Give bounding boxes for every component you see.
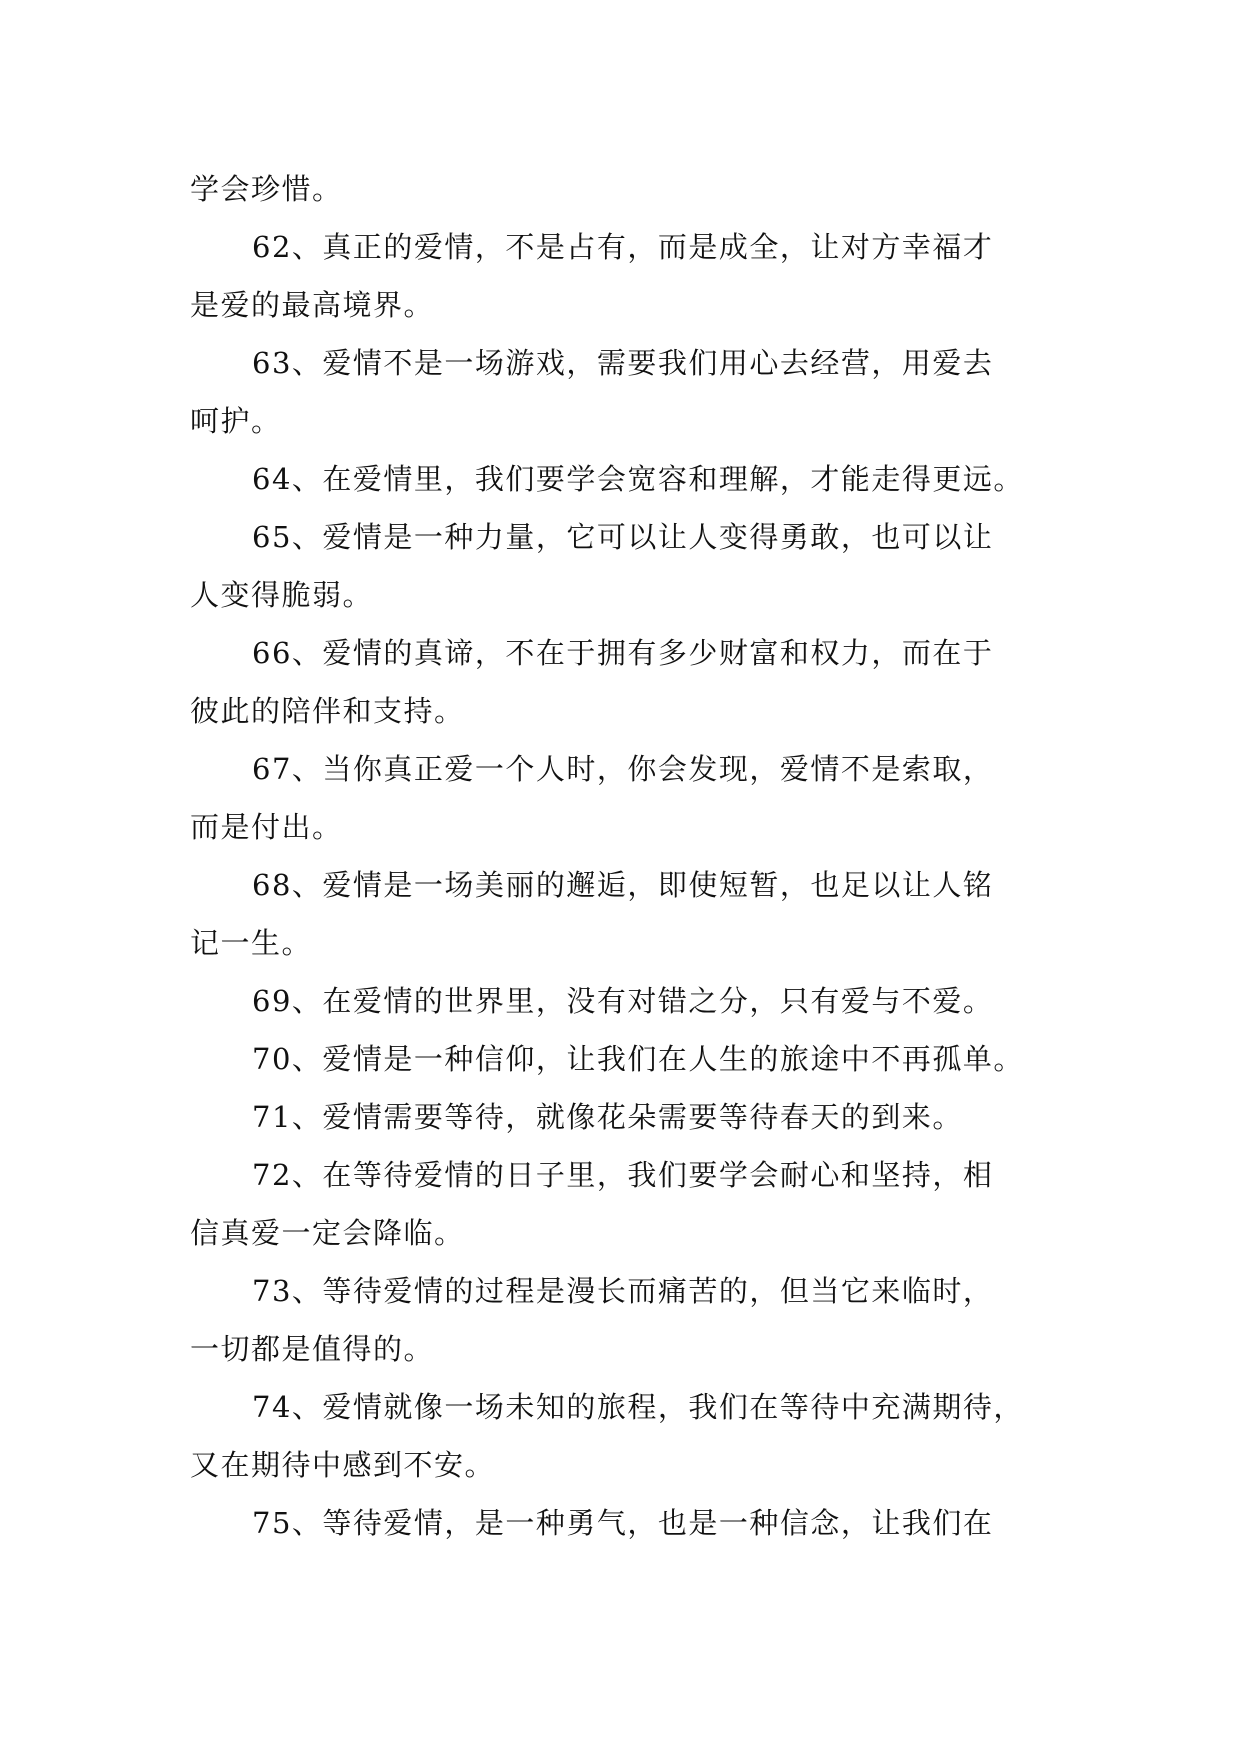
text-line: 75、等待爱情，是一种勇气，也是一种信念，让我们在 <box>252 1506 994 1540</box>
text-line: 64、在爱情里，我们要学会宽容和理解，才能走得更远。 <box>252 462 1024 496</box>
text-line: 66、爱情的真谛，不在于拥有多少财富和权力，而在于 <box>252 636 994 670</box>
text-line: 记一生。 <box>190 926 313 960</box>
text-line: 74、爱情就像一场未知的旅程，我们在等待中充满期待， <box>252 1390 1024 1424</box>
text-line: 又在期待中感到不安。 <box>190 1448 496 1482</box>
text-line: 70、爱情是一种信仰，让我们在人生的旅途中不再孤单。 <box>252 1042 1024 1076</box>
text-line: 69、在爱情的世界里，没有对错之分，只有爱与不爱。 <box>252 984 994 1018</box>
text-line: 信真爱一定会降临。 <box>190 1216 465 1250</box>
text-line: 是爱的最高境界。 <box>190 288 435 322</box>
text-line: 彼此的陪伴和支持。 <box>190 694 465 728</box>
text-line: 67、当你真正爱一个人时，你会发现，爱情不是索取， <box>252 752 994 786</box>
text-line: 65、爱情是一种力量，它可以让人变得勇敢，也可以让 <box>252 520 994 554</box>
text-line: 68、爱情是一场美丽的邂逅，即使短暂，也足以让人铭 <box>252 868 994 902</box>
text-line: 71、爱情需要等待，就像花朵需要等待春天的到来。 <box>252 1100 963 1134</box>
text-line: 62、真正的爱情，不是占有，而是成全，让对方幸福才 <box>252 230 994 264</box>
text-line: 73、等待爱情的过程是漫长而痛苦的，但当它来临时， <box>252 1274 994 1308</box>
text-line: 学会珍惜。 <box>190 172 343 206</box>
text-line: 呵护。 <box>190 404 282 438</box>
document-body <box>190 160 1050 1552</box>
text-line: 人变得脆弱。 <box>190 578 374 612</box>
text-line: 一切都是值得的。 <box>190 1332 435 1366</box>
text-line: 72、在等待爱情的日子里，我们要学会耐心和坚持，相 <box>252 1158 994 1192</box>
text-line: 而是付出。 <box>190 810 343 844</box>
text-line: 63、爱情不是一场游戏，需要我们用心去经营，用爱去 <box>252 346 994 380</box>
